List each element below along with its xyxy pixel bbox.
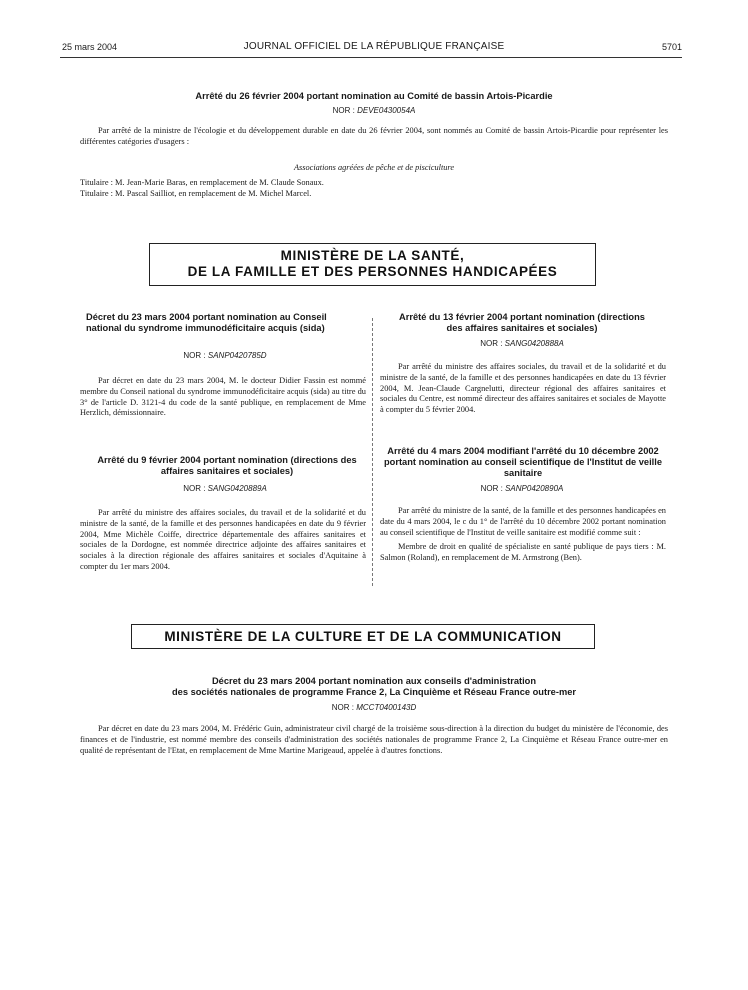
- right-art1-title: Arrêté du 13 février 2004 portant nomination (directions des affaires sanitaires et sociales): [399, 312, 645, 333]
- right-art2-nor: [380, 484, 664, 493]
- nor-code: SANG0420888A: [504, 339, 564, 348]
- top-article-lines: [80, 178, 668, 200]
- left-art2-title: Arrêté du 9 février 2004 portant nomination (directions des affaires sanitaires et sociales): [97, 455, 357, 476]
- ministry-culture-line1: MINISTÈRE DE LA CULTURE ET DE LA COMMUNICATION: [164, 629, 562, 644]
- nor-label: NOR :: [183, 351, 206, 360]
- right-art1-body: [380, 362, 666, 416]
- nor-label: NOR :: [332, 106, 355, 115]
- bottom-article-body: [80, 724, 668, 756]
- ministry-culture-banner: [131, 624, 595, 649]
- titulaire-line: Titulaire : M. Jean-Marie Baras, en remplacement de M. Claude Sonaux.: [80, 178, 324, 187]
- ministry-health-banner: [149, 243, 596, 286]
- nor-label: NOR :: [331, 703, 354, 712]
- nor-code: DEVE0430054A: [357, 106, 416, 115]
- nor-code: SANG0420889A: [207, 484, 267, 493]
- nor-label: NOR :: [480, 339, 503, 348]
- right-art2-paragraph2: Membre de droit en qualité de spécialiste en santé publique de pays tiers : M. Salmon (Roland), en remplacement de M. Armstrong (Ben).: [380, 542, 666, 563]
- left-art1-body: [80, 376, 366, 419]
- nor-label: NOR :: [183, 484, 206, 493]
- right-art2-paragraph1: Par arrêté du ministre de la santé, de la famille et des personnes handicapées en date du 4 mars 2004, le c du 1° de l'arrêté du 10 décembre 2002 portant nomination au conseil scientifique de l'Institut de veille sanitaire est modifié comme suit :: [380, 506, 666, 537]
- right-art1-paragraph: Par arrêté du ministre des affaires sociales, du travail et de la solidarité et du ministre de la santé, de la famille et des personnes handicapées en date du 13 février 2004, M. Jean-Claude Cargnelutti, directeur régional des affaires sanitaires et sociales du Centre, est nommé directeur des affaires sanitaires et sociales de Mayotte à compter du 5 février 2004.: [380, 362, 666, 415]
- nor-label: NOR :: [480, 484, 503, 493]
- bottom-article-title: [60, 676, 688, 698]
- top-article-subheading: Associations agréées de pêche et de pisciculture: [293, 163, 455, 172]
- left-art1-title: Décret du 23 mars 2004 portant nomination au Conseil national du syndrome immunodéficitaire acquis (sida): [86, 312, 327, 333]
- right-art1-nor: [380, 339, 664, 348]
- nor-code: SANP0420785D: [207, 351, 267, 360]
- bottom-article-paragraph: Par décret en date du 23 mars 2004, M. Frédéric Guin, administrateur civil chargé de la troisième sous-direction à la direction du budget du ministère de l'économie, des finances et de l'industrie, est nommé membre des conseils d'administration des sociétés nationales de programme France 2, La Cinquième et Réseau France outre-mer en qualité de représentant de l'Etat, en remplacement de Mme Martine Marigeaud, appelée à d'autres fonctions.: [80, 724, 668, 755]
- right-art2-body: [380, 506, 666, 564]
- top-article-paragraph: Par arrêté de la ministre de l'écologie et du développement durable en date du 26 février 2004, sont nommés au Comité de bassin Artois-Picardie pour représenter les différentes catégories d'usagers :: [80, 126, 668, 146]
- left-art1-paragraph: Par décret en date du 23 mars 2004, M. le docteur Didier Fassin est nommé membre du Conseil national du syndrome immunodéficitaire acquis (sida) au titre du 3° de l'article D. 3121-4 du code de la santé publique, en remplacement de Mme Herzlich, démissionnaire.: [80, 376, 366, 418]
- top-article-title: Arrêté du 26 février 2004 portant nomination au Comité de bassin Artois-Picardie: [195, 91, 553, 101]
- left-art2-paragraph: Par arrêté du ministre des affaires sociales, du travail et de la solidarité et du ministre de la santé, de la famille et des personnes handicapées en date du 9 février 2004, Mme Michèle Coiffe, directrice départementale des affaires sanitaires et sociales de la Dordogne, est nommée directrice adjointe des affaires sanitaires et sociales à la direction régionale des affaires sanitaires et sociales d'Aquitaine à compter du 1er mars 2004.: [80, 508, 366, 571]
- ministry-health-line1: MINISTÈRE DE LA SANTÉ,: [280, 248, 465, 263]
- top-article-body: [80, 126, 668, 148]
- page-number: 5701: [661, 42, 682, 52]
- bottom-article-title-line1: Décret du 23 mars 2004 portant nomination aux conseils d'administration: [211, 676, 537, 686]
- top-article-nor: [0, 106, 748, 115]
- left-art2-body: [80, 508, 366, 573]
- journal-title: JOURNAL OFFICIEL DE LA RÉPUBLIQUE FRANÇAISE: [243, 41, 505, 52]
- left-art2-nor: [80, 484, 370, 493]
- left-art1-nor: [80, 351, 370, 360]
- nor-code: SANP0420890A: [505, 484, 564, 493]
- header-rule: [60, 57, 682, 58]
- right-art2-title: Arrêté du 4 mars 2004 modifiant l'arrêté du 10 décembre 2002 portant nomination au conseil scientifique de l'Institut de veille sanitaire: [383, 446, 663, 478]
- ministry-health-line2: DE LA FAMILLE ET DES PERSONNES HANDICAPÉES: [187, 264, 558, 279]
- header-date: 25 mars 2004: [62, 42, 118, 52]
- bottom-article-title-line2: des sociétés nationales de programme France 2, La Cinquième et Réseau France outre-mer: [171, 687, 577, 697]
- bottom-article-nor: [0, 703, 748, 712]
- column-divider: [372, 318, 373, 586]
- nor-code: MCCT0400143D: [356, 703, 417, 712]
- titulaire-line: Titulaire : M. Pascal Sailliot, en remplacement de M. Michel Marcel.: [80, 188, 312, 198]
